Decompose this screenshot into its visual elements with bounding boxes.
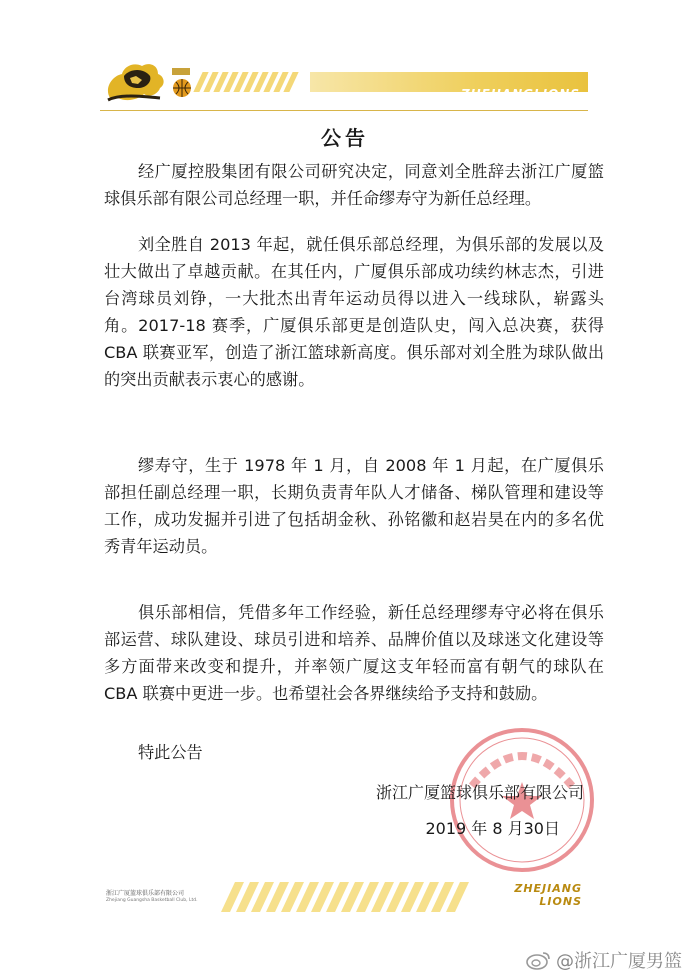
paragraph-4: 俱乐部相信，凭借多年工作经验，新任总经理缪寿守必将在俱乐部运营、球队建设、球员引进和培养、品牌价值以及球迷文化建设等多方面带来改变和提升，并率领广厦这支年轻而富有朝气的球队在 CBA 联赛中更进一步。也希望社会各界继续给予支持和鼓励。 — [104, 603, 604, 703]
signature-date: 2019 年 8 月30日 — [425, 819, 560, 838]
weibo-icon — [526, 950, 552, 970]
paragraph-closing: 特此公告 — [138, 743, 203, 762]
footer-logo-line2: LIONS — [539, 895, 582, 908]
footer-logo-line1: ZHEJIANG — [514, 882, 582, 895]
weibo-watermark — [526, 947, 682, 973]
paragraph-2: 刘全胜自 2013 年起，就任俱乐部总经理，为俱乐部的发展以及壮大做出了卓越贡献。在其任内，广厦俱乐部成功续约林志杰，引进台湾球员刘铮，一大批杰出青年运动员得以进入一线球队，崭露头角。2017-18 赛季，广厦俱乐部更是创造队史，闯入总决赛，获得 CBA 联赛亚军，创造了浙江篮球新高度。俱乐部对刘全胜为球队做出的突出贡献表示衷心的感谢。 — [104, 235, 604, 389]
header-brand-text: ZHEJIANGLIONS — [460, 87, 580, 101]
lion-logo-icon — [100, 58, 196, 102]
paragraph-1: 经广厦控股集团有限公司研究决定，同意刘全胜辞去浙江广厦篮球俱乐部有限公司总经理一职，并任命缪寿守为新任总经理。 — [104, 162, 604, 208]
header-stripes — [198, 72, 308, 92]
header-divider — [100, 110, 588, 111]
notice-title: 公告 — [321, 126, 369, 150]
header-banner — [310, 72, 588, 101]
footer-logo — [496, 882, 582, 912]
footer-company-cn: 浙江广厦篮球俱乐部有限公司 — [106, 890, 185, 897]
footer-company — [100, 886, 222, 910]
letterhead-header — [100, 58, 588, 102]
footer-company-en: Zhejiang Guangsha Basketball Club, Ltd. — [106, 898, 198, 903]
paragraph-3: 缪寿守，生于 1978 年 1 月，自 2008 年 1 月起，在广厦俱乐部担任副总经理一职，长期负责青年队人才储备、梯队管理和建设等工作，成功发掘并引进了包括胡金秋、孙铭徽和赵岩昊在内的多名优秀青年运动员。 — [104, 456, 604, 556]
watermark-text: @浙江广厦男篮 — [556, 951, 682, 972]
footer-stripes — [228, 882, 478, 912]
letterhead-footer — [100, 880, 588, 916]
signature-organization: 浙江广厦篮球俱乐部有限公司 — [375, 783, 584, 802]
